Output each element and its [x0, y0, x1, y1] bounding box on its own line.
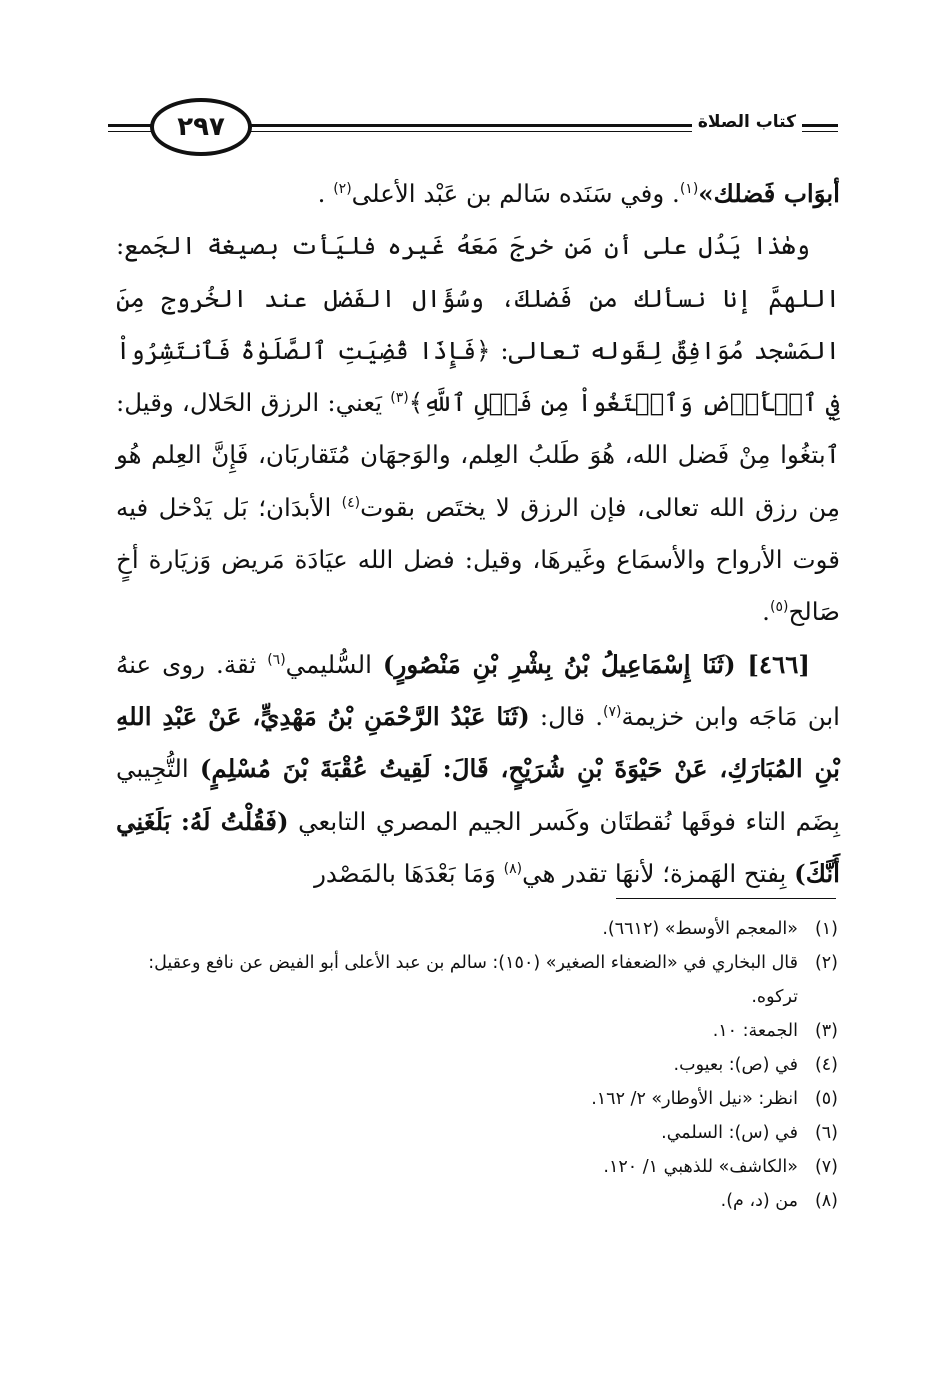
text-span: أبوَاب فَضلك» — [698, 179, 840, 208]
footnote — [108, 1048, 838, 1082]
footnote-number: (١) — [814, 919, 838, 939]
paragraph-2 — [116, 220, 840, 638]
text-span: . — [317, 179, 334, 208]
footnote-number: (٦) — [814, 1123, 838, 1143]
footnote-text: «المعجم الأوسط» (٦٦١٢). — [602, 919, 798, 939]
hadith-text: (فَقُلْتُ لَهُ: بَلَغَنِي أَنَّكَ) — [116, 806, 840, 888]
footnote-number: (٥) — [814, 1089, 838, 1109]
footnote-text: «الكاشف» للذهبي ١/ ١٢٠. — [603, 1157, 798, 1177]
paragraph-3 — [116, 639, 840, 900]
text-span: . — [762, 597, 770, 627]
text-span: . قال: — [529, 701, 604, 731]
footnote-text: من (د، م). — [720, 1191, 798, 1211]
footnote-ref: (٥) — [769, 599, 789, 616]
paragraph-1 — [116, 168, 840, 220]
footnote-text: الجمعة: ١٠. — [712, 1021, 798, 1041]
running-title: كتاب الصلاة — [692, 112, 802, 132]
footnote-separator — [616, 898, 836, 899]
main-text — [116, 168, 840, 900]
text-span: وهٰذا يَدُل على أن مَن خرجَ مَعَهُ غَيره فليَأت بصيغة الجَمع: اللهمَّ إنا نسألك من فَضلكَ، وسُؤَال الفَضل عند الخُروج مِنَ المَسْجد مُوَافِقٌ لِقَوله تعالى: ﴿فَإِذَا قُضِيَتِ ٱلصَّلَوٰةُ فَٱنتَشِرُواْ فِي ٱلۡأَرۡضِ وَٱبۡتَغُواْ مِن فَضۡلِ ٱللَّهِ﴾ — [116, 231, 840, 418]
footnote-ref: (٧) — [603, 703, 622, 720]
entry-number: [٤٦٦] — [735, 649, 810, 679]
footnote-text: في (ص): بعيوب. — [673, 1055, 798, 1075]
hadith-text: (ثَنَا عَبْدُ الرَّحْمَنِ بْنُ مَهْدِيٍّ، عَنْ عَبْدِ اللهِ بْنِ المُبَارَكِ، عَنْ حَيْوَةَ بْنِ شُرَيْحٍ، قَالَ: لَقِيتُ عُقْبَةَ بْنَ مُسْلِمٍ) — [116, 701, 840, 784]
text-span: ثقة. روى عنهُ ابن مَاجَه وابن خزيمة — [116, 649, 840, 731]
footnotes — [108, 912, 838, 1218]
text-span: بِفتح الهَمزة؛ لأنهَا تقدر هي — [522, 858, 795, 888]
text-span: الأبدَان؛ بَل يَدْخل فيه قوت الأرواح والأسمَاع وغَيرهَا، وقيل: فضل الله عيَادَة مَريض وَزيَارة أخٍ صَالح — [116, 492, 840, 627]
footnote-ref: (٤) — [341, 494, 361, 511]
footnote-ref: (٣) — [390, 390, 409, 407]
footnote-text: قال البخاري في «الضعفاء الصغير» (١٥٠): سالم بن عبد الأعلى أبو الفيض عن نافع وعقيل: تركوه. — [148, 953, 798, 1007]
footnote — [108, 912, 838, 946]
text-span: . وفي سَنَده سَالم بن عَبْد الأعلى — [351, 179, 680, 208]
footnote-text: في (س): السلمي. — [661, 1123, 798, 1143]
footnote-number: (٢) — [814, 953, 838, 973]
text-span: يَعني: الرزق الحَلال، وقيل: ٱبتغُوا مِنْ فَضل الله، هُوَ طَلبُ العِلم، والوَجهَان مُتَقاربَان، فَإِنَّ العِلم هُو مِن رزق الله تعالى، فإن الرزق لا يختَص بقوت — [116, 388, 840, 522]
text-span: السُّليمي — [285, 649, 383, 679]
footnote-ref: (٨) — [503, 860, 523, 877]
footnote — [108, 1116, 838, 1150]
footnote-number: (٣) — [814, 1021, 838, 1041]
footnote-ref: (٦) — [267, 651, 286, 668]
footnote-number: (٤) — [814, 1055, 838, 1075]
footnote — [108, 1184, 838, 1218]
footnote-number: (٧) — [814, 1157, 838, 1177]
footnote-ref: (١) — [679, 180, 699, 197]
footnote-text: انظر: «نيل الأوطار» ٢/ ١٦٢. — [591, 1089, 798, 1109]
text-span: وَمَا بَعْدَهَا بالمَصْدر — [314, 858, 504, 888]
hadith-text: (ثَنَا إِسْمَاعِيلُ بْنُ بِشْرِ بْنِ مَنْصُورٍ) — [382, 649, 736, 679]
text-span: التُّجِيبي بِضَم التاء فوقَها نُقطتَان وكَسر الجيم المصري التابعي — [116, 754, 840, 836]
page-number: ٢٩٧ — [150, 98, 252, 156]
footnote — [108, 1150, 838, 1184]
footnote — [108, 946, 838, 1014]
footnote — [108, 1082, 838, 1116]
footnote-ref: (٢) — [333, 180, 352, 197]
footnote — [108, 1014, 838, 1048]
page-header — [108, 96, 838, 160]
footnote-number: (٨) — [814, 1191, 838, 1211]
